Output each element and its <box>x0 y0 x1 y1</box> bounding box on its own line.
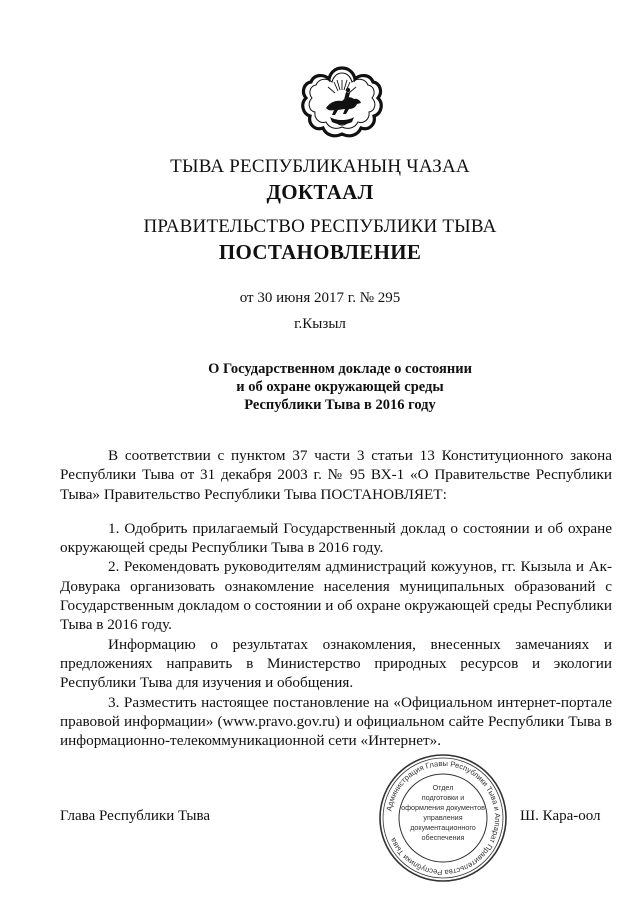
stamp-line: управления <box>423 813 463 822</box>
stamp-line: подготовки и <box>421 793 465 802</box>
preamble-paragraph: В соответствии с пунктом 37 части 3 статьи 13 Конституционного закона Республики Тыва от 31 декабря 2003 г. № 95 ВХ-1 «О Правительстве Республики Тыва» Правительство Республики Тыва ПОСТАНОВЛЯЕТ: <box>60 447 612 503</box>
stamp-line: Отдел <box>432 783 454 792</box>
signatory-name: Ш. Кара-оол <box>520 808 601 824</box>
stamp-line: оформления документов <box>401 803 485 812</box>
clause-2-paragraph: 2. Рекомендовать руководителям администраций кожуунов, гг. Кызыла и Ак-Довурака организовать ознакомление населения муниципальных образований с Государственным докладом о состоянии и об охране окружающей среды Республики Тыва в 2016 году. <box>60 558 612 634</box>
document-title-line: и об охране окружающей среды <box>236 379 444 395</box>
russian-document-type: ПОСТАНОВЛЕНИЕ <box>218 240 422 264</box>
official-stamp-icon <box>377 752 509 884</box>
tuvan-government-name: ТЫВА РЕСПУБЛИКАНЫҢ ЧАЗАА <box>170 156 470 177</box>
stamp-ring-textpath: Администрация Главы Республики Тыва и Аппарат Правительства Республики Тыва <box>384 758 503 878</box>
document-body <box>60 446 612 750</box>
document-title-line: Республики Тыва в 2016 году <box>244 397 436 413</box>
document-date-number: от 30 июня 2017 г. № 295 <box>239 290 401 306</box>
document-title <box>60 360 620 414</box>
signatory-position: Глава Республики Тыва <box>60 808 211 824</box>
stamp-line: обеспечения <box>421 833 465 842</box>
russian-government-name: ПРАВИТЕЛЬСТВО РЕСПУБЛИКИ ТЫВА <box>143 216 497 237</box>
stamp-line: документационного <box>410 823 476 832</box>
clause-3-paragraph: 3. Разместить настоящее постановление на «Официальном интернет-портале правовой информации» (www.pravo.gov.ru) и официальном сайте Республики Тыва в информационно-телекоммуникационной сети «Интернет». <box>60 693 612 750</box>
document-city: г.Кызыл <box>294 316 346 332</box>
tuva-coat-of-arms-icon <box>300 64 384 140</box>
tuvan-document-type: ДОКТААЛ <box>266 180 374 204</box>
clause-1-paragraph: 1. Одобрить прилагаемый Государственный доклад о состоянии и об охране окружающей среды Республики Тыва в 2016 году. <box>60 519 612 557</box>
clause-2-continuation-paragraph: Информацию о результатах ознакомления, внесенных замечаниях и предложениях направить в Министерство природных ресурсов и экологии Республики Тыва для изучения и обобщения. <box>60 635 612 692</box>
document-title-line: О Государственном докладе о состоянии <box>208 361 472 377</box>
